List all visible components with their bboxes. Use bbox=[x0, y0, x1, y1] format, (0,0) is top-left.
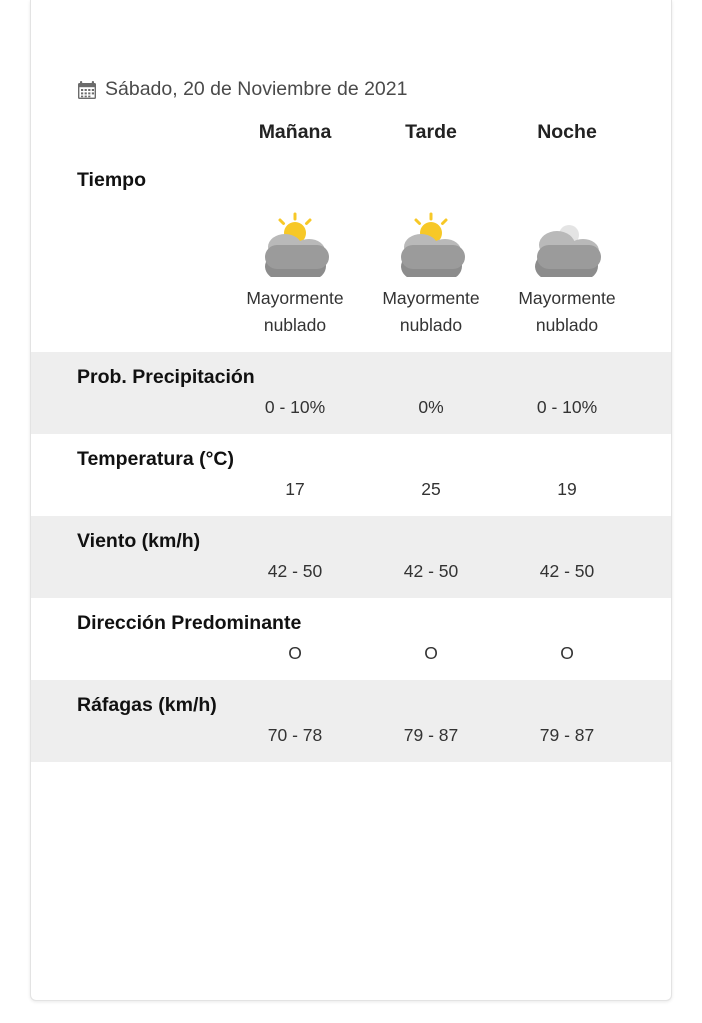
partly-cloudy-icon bbox=[247, 211, 343, 277]
weather-row-spacer bbox=[31, 193, 227, 352]
weather-desc-night: Mayormente nublado bbox=[518, 288, 616, 335]
weather-cell-night bbox=[499, 193, 635, 352]
weather-label-spacer-2 bbox=[363, 154, 499, 193]
value-spacer bbox=[31, 561, 227, 582]
row-wind bbox=[31, 516, 671, 598]
forecast-date-text: Sábado, 20 de Noviembre de 2021 bbox=[105, 78, 408, 100]
wind-direction-morning: O bbox=[288, 642, 302, 663]
wind-morning: 42 - 50 bbox=[267, 560, 323, 581]
gusts-morning: 70 - 78 bbox=[267, 724, 323, 745]
temperature-afternoon: 25 bbox=[421, 478, 441, 499]
table-row bbox=[31, 154, 702, 193]
row-label-wind-direction: Dirección Predominante bbox=[77, 611, 302, 634]
column-header-night: Noche bbox=[537, 121, 597, 143]
row-temperature bbox=[31, 434, 671, 516]
calendar-icon bbox=[77, 80, 97, 100]
row-label-gusts: Ráfagas (km/h) bbox=[77, 693, 217, 716]
cloudy-night-icon bbox=[519, 211, 615, 277]
row-wind-direction bbox=[31, 598, 671, 680]
gusts-night: 79 - 87 bbox=[539, 724, 595, 745]
precipitation-afternoon: 0% bbox=[418, 396, 444, 417]
header-spacer bbox=[31, 115, 227, 154]
row-label-temperature: Temperatura (°C) bbox=[77, 447, 234, 470]
row-label-weather: Tiempo bbox=[77, 169, 146, 191]
weather-cell-morning bbox=[227, 193, 363, 352]
wind-direction-night: O bbox=[560, 642, 574, 663]
forecast-date bbox=[31, 0, 671, 101]
gusts-afternoon: 79 - 87 bbox=[403, 724, 459, 745]
partly-cloudy-icon bbox=[383, 211, 479, 277]
value-spacer bbox=[31, 725, 227, 746]
daily-forecast-card bbox=[30, 0, 672, 1001]
temperature-morning: 17 bbox=[285, 478, 305, 499]
table-row bbox=[31, 193, 702, 352]
weather-desc-afternoon: Mayormente nublado bbox=[382, 288, 480, 335]
row-gusts bbox=[31, 680, 671, 762]
row-precipitation bbox=[31, 352, 671, 434]
weather-desc-morning: Mayormente nublado bbox=[246, 288, 344, 335]
weather-cell-afternoon bbox=[363, 193, 499, 352]
wind-direction-afternoon: O bbox=[424, 642, 438, 663]
column-header-afternoon: Tarde bbox=[405, 121, 457, 143]
weather-row-pad bbox=[635, 193, 702, 352]
weather-label-pad bbox=[635, 154, 702, 193]
temperature-night: 19 bbox=[557, 478, 577, 499]
value-spacer bbox=[31, 479, 227, 500]
value-spacer bbox=[31, 643, 227, 664]
column-header-morning: Mañana bbox=[258, 121, 332, 143]
table-header-row bbox=[31, 115, 702, 154]
precipitation-night: 0 - 10% bbox=[536, 396, 598, 417]
wind-night: 42 - 50 bbox=[539, 560, 595, 581]
value-spacer bbox=[31, 397, 227, 418]
row-label-precipitation: Prob. Precipitación bbox=[77, 365, 255, 388]
precipitation-morning: 0 - 10% bbox=[264, 396, 326, 417]
row-label-wind: Viento (km/h) bbox=[77, 529, 201, 552]
header-pad bbox=[635, 115, 702, 154]
forecast-table bbox=[31, 115, 702, 352]
wind-afternoon: 42 - 50 bbox=[403, 560, 459, 581]
weather-label-spacer-1 bbox=[227, 154, 363, 193]
weather-label-spacer-3 bbox=[499, 154, 635, 193]
